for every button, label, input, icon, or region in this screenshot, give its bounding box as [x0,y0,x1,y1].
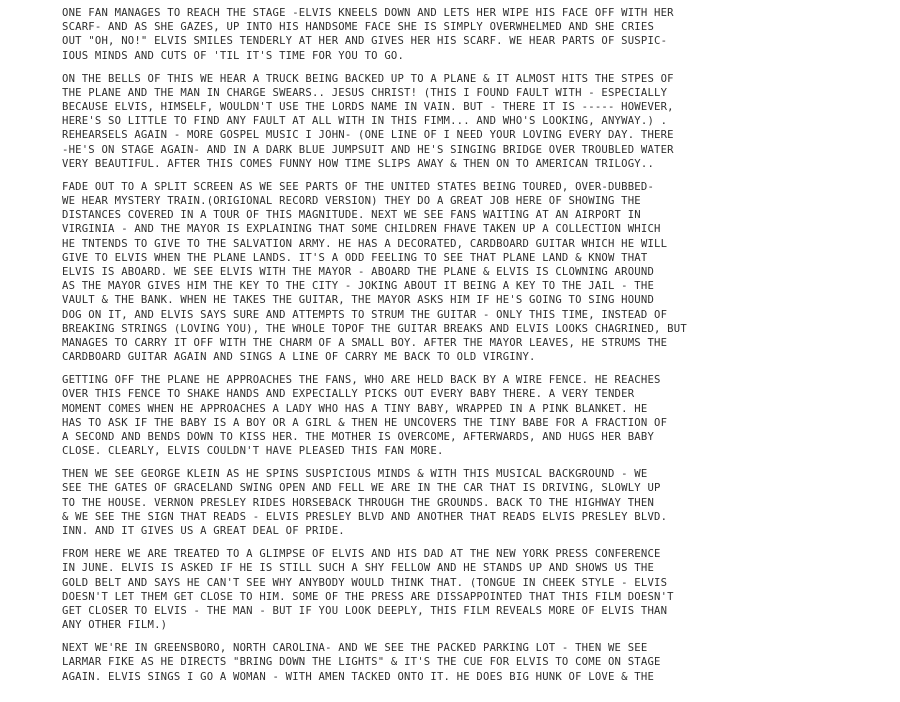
paragraph-press-conference [62,547,852,632]
text-line: IOUS MINDS AND CUTS OF 'TIL IT'S TIME FOR YOU TO GO. [62,49,405,62]
text-line: HE TNTENDS TO GIVE TO THE SALVATION ARMY. HE HAS A DECORATED, CARDBOARD GUITAR WHICH HE WILL [62,237,668,250]
text-line: ONE FAN MANAGES TO REACH THE STAGE -ELVIS KNEELS DOWN AND LETS HER WIPE HIS FACE OFF WITH HER [62,7,674,19]
text-line: DISTANCES COVERED IN A TOUR OF THIS MAGNITUDE. NEXT WE SEE FANS WAITING AT AN AIRPORT IN [62,209,641,222]
text-line: GIVE TO ELVIS WHEN THE PLANE LANDS. IT'S A ODD FEELING TO SEE THAT PLANE LAND & KNOW THAT [62,251,648,264]
text-line: THE PLANE AND THE MAN IN CHARGE SWEARS.. JESUS CHRIST! (THIS I FOUND FAULT WITH - ESPECIALLY [62,86,668,99]
paragraph-fan-on-stage [62,6,852,63]
text-line: SCARF- AND AS SHE GAZES, UP INTO HIS HANDSOME FACE SHE IS SIMPLY OVERWHELMED AND SHE CRIES [62,21,655,34]
text-line: VERY BEAUTIFUL. AFTER THIS COMES FUNNY HOW TIME SLIPS AWAY & THEN ON TO AMERICAN TRILOGY.. [62,157,655,170]
text-line: OVER THIS FENCE TO SHAKE HANDS AND EXPECIALLY PICKS OUT EVERY BABY THERE. A VERY TENDER [62,388,635,401]
text-line: HERE'S SO LITTLE TO FIND ANY FAULT AT ALL WITH IN THIS FIMM... AND WHO'S LOOKING, ANYWAY.) . [62,115,668,128]
text-line: VAULT & THE BANK. WHEN HE TAKES THE GUITAR, THE MAYOR ASKS HIM IF HE'S GOING TO SING HOUND [62,294,655,307]
text-line: NEXT WE'RE IN GREENSBORO, NORTH CAROLINA- AND WE SEE THE PACKED PARKING LOT - THEN WE SEE [62,642,648,655]
text-line: ELVIS IS ABOARD. WE SEE ELVIS WITH THE MAYOR - ABOARD THE PLANE & ELVIS IS CLOWNING AROUND [62,266,655,279]
typed-text-body [62,6,852,693]
text-line: BREAKING STRINGS (LOVING YOU), THE WHOLE TOPOF THE GUITAR BREAKS AND ELVIS LOOKS CHAGRINED, BUT [62,322,687,335]
text-line: OUT "OH, NO!" ELVIS SMILES TENDERLY AT HER AND GIVES HER HIS SCARF. WE HEAR PARTS OF SUSPIC- [62,35,668,48]
paragraph-greensboro [62,641,852,684]
text-line: INN. AND IT GIVES US A GREAT DEAL OF PRIDE. [62,525,345,538]
text-line: BECAUSE ELVIS, HIMSELF, WOULDN'T USE THE LORDS NAME IN VAIN. BUT - THERE IT IS ----- HOWEVER, [62,101,674,114]
text-line: MOMENT COMES WHEN HE APPROACHES A LADY WHO HAS A TINY BABY, WRAPPED IN A PINK BLANKET. HE [62,402,648,415]
text-line: & WE SEE THE SIGN THAT READS - ELVIS PRESLEY BLVD AND ANOTHER THAT READS ELVIS PRESLEY BLVD. [62,510,668,523]
text-line: ON THE BELLS OF THIS WE HEAR A TRUCK BEING BACKED UP TO A PLANE & IT ALMOST HITS THE STPES OF [62,72,674,85]
text-line: SEE THE GATES OF GRACELAND SWING OPEN AND FELL WE ARE IN THE CAR THAT IS DRIVING, SLOWLY UP [62,482,661,495]
text-line: HAS TO ASK IF THE BABY IS A BOY OR A GIRL & THEN HE UNCOVERS THE TINY BABE FOR A FRACTION OF [62,416,668,429]
text-line: A SECOND AND BENDS DOWN TO KISS HER. THE MOTHER IS OVERCOME, AFTERWARDS, AND HUGS HER BABY [62,431,655,444]
text-line: WE HEAR MYSTERY TRAIN.(ORIGIONAL RECORD VERSION) THEY DO A GREAT JOB HERE OF SHOWING THE [62,195,641,208]
text-line: DOESN'T LET THEM GET CLOSE TO HIM. SOME OF THE PRESS ARE DISSAPPOINTED THAT THIS FILM DOESN'T [62,590,674,603]
paragraph-split-screen-tour [62,180,852,365]
text-line: CLOSE. CLEARLY, ELVIS COULDN'T HAVE PLEASED THIS FAN MORE. [62,445,444,458]
text-line: MANAGES TO CARRY IT OFF WITH THE CHARM OF A SMALL BOY. AFTER THE MAYOR LEAVES, HE STRUMS THE [62,337,668,350]
text-line: GETTING OFF THE PLANE HE APPROACHES THE FANS, WHO ARE HELD BACK BY A WIRE FENCE. HE REACHES [62,374,661,387]
text-line: AGAIN. ELVIS SINGS I GO A WOMAN - WITH AMEN TACKED ONTO IT. HE DOES BIG HUNK OF LOVE & THE [62,670,655,683]
text-line: FADE OUT TO A SPLIT SCREEN AS WE SEE PARTS OF THE UNITED STATES BEING TOURED, OVER-DUBBED- [62,180,655,193]
text-line: DOG ON IT, AND ELVIS SAYS SURE AND ATTEMPTS TO STRUM THE GUITAR - ONLY THIS TIME, INSTEAD OF [62,308,668,321]
text-line: GET CLOSER TO ELVIS - THE MAN - BUT IF YOU LOOK DEEPLY, THIS FILM REVEALS MORE OF ELVIS THAN [62,604,668,617]
text-line: IN JUNE. ELVIS IS ASKED IF HE IS STILL SUCH A SHY FELLOW AND HE STANDS UP AND SHOWS US THE [62,562,655,575]
text-line: REHEARSELS AGAIN - MORE GOSPEL MUSIC I JOHN- (ONE LINE OF I NEED YOUR LOVING EVERY DAY. THERE [62,129,674,142]
text-line: FROM HERE WE ARE TREATED TO A GLIMPSE OF ELVIS AND HIS DAD AT THE NEW YORK PRESS CONFERENCE [62,548,661,561]
text-line: GOLD BELT AND SAYS HE CAN'T SEE WHY ANYBODY WOULD THINK THAT. (TONGUE IN CHEEK STYLE - ELVIS [62,576,668,589]
paragraph-graceland [62,467,852,538]
text-line: ANY OTHER FILM.) [62,619,168,632]
text-line: AS THE MAYOR GIVES HIM THE KEY TO THE CITY - JOKING ABOUT IT BEING A KEY TO THE JAIL - THE [62,280,655,293]
text-line: CARDBOARD GUITAR AGAIN AND SINGS A LINE OF CARRY ME BACK TO OLD VIRGINY. [62,351,536,364]
paragraph-fans-at-fence [62,373,852,458]
text-line: LARMAR FIKE AS HE DIRECTS "BRING DOWN THE LIGHTS" & IT'S THE CUE FOR ELVIS TO COME ON STAGE [62,656,661,669]
text-line: TO THE HOUSE. VERNON PRESLEY RIDES HORSEBACK THROUGH THE GROUNDS. BACK TO THE HIGHWAY THEN [62,496,655,509]
text-line: THEN WE SEE GEORGE KLEIN AS HE SPINS SUSPICIOUS MINDS & WITH THIS MUSICAL BACKGROUND - WE [62,468,648,481]
text-line: VIRGINIA - AND THE MAYOR IS EXPLAINING THAT SOME CHILDREN FHAVE TAKEN UP A COLLECTION WHICH [62,223,661,236]
text-line: -HE'S ON STAGE AGAIN- AND IN A DARK BLUE JUMPSUIT AND HE'S SINGING BRIDGE OVER TROUBLED WATER [62,143,674,156]
paragraph-truck-and-plane [62,72,852,171]
